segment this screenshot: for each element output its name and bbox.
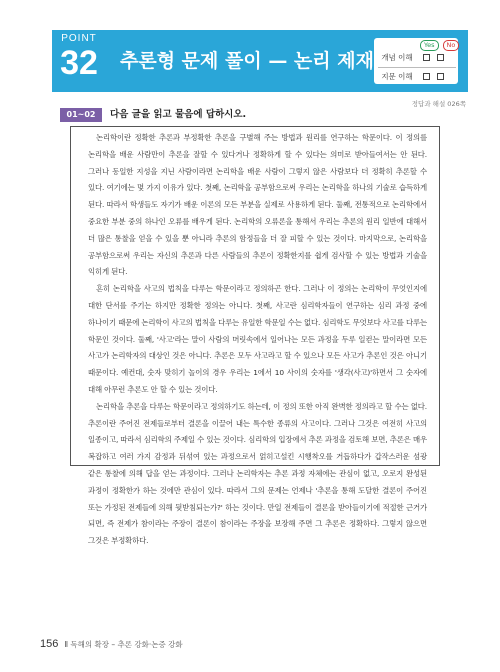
check-row-passage (378, 67, 456, 82)
check-label: 개념 이해 (381, 53, 413, 62)
point-label: POINT (61, 33, 97, 44)
check-label: 지문 이해 (381, 72, 413, 81)
passage-box (70, 126, 440, 546)
point-badge (52, 30, 106, 92)
no-label: No (443, 40, 460, 51)
footer-section: Ⅱ 독해의 확장 – 추론 강화·논증 강화 (64, 639, 183, 649)
page-title: 추론형 문제 풀이 — 논리 제재 (120, 50, 374, 72)
point-number: 32 (60, 44, 98, 82)
question-instruction: 다음 글을 읽고 물음에 답하시오. (110, 109, 247, 120)
checkbox-no[interactable] (437, 73, 444, 80)
passage-paragraph: 논리학을 추론을 다루는 학문이라고 정의하기도 하는데, 이 정의 또한 아직 완벽한 정의라고 할 수는 없다. 추론이란 주어진 전제들로부터 결론을 이끌어 내는 특수한 종류의 사고이다. 그러나 그것은 여전히 사고의 일종이고, 따라서 심리학의 주제일 수 있는 것이다. 심리학의 입장에서 추론 과정을 검토해 보면, 추론은 매우 복잡하고 여러 가지 감정과 뒤섞여 있는 과정으로서 얽히고설킨 시행착오를 거듭하다가 갑작스러운 섬광 같은 통찰에 의해 답을 얻는 과정이다. 그러나 논리학자는 추론 과정 자체에는 관심이 없고, 오로지 완성된 과정이 정확한가 하는 것에만 관심이 있다. 따라서 그의 문제는 언제나 '추론을 통해 도달한 결론이 주어진 또는 가정된 전제들에 의해 뒷받침되는가?' 하는 것이다. 만일 전제들이 결론을 받아들이기에 적절한 근거가 되면, 즉 전제가 참이라는 주장이 결론이 참이라는 주장을 보장해 주면 그 추론은 정확하다. 그렇지 않으면 그것은 부정확하다. (88, 401, 427, 546)
self-check-box (374, 38, 458, 84)
checkbox-no[interactable] (437, 54, 444, 61)
answer-reference: 정답과 해설 026쪽 (411, 100, 466, 108)
page-footer (40, 638, 183, 650)
passage-paragraph: 흔히 논리학을 사고의 법칙을 다루는 학문이라고 정의하곤 한다. 그러나 이 정의는 논리학이 무엇인지에 대한 단서를 주기는 하지만 정확한 정의는 아니다. 첫째, 사고란 심리학자들이 연구하는 심리 과정 중에 하나이기 때문에 논리학이 사고의 법칙을 다루는 유일한 학문일 수는 없다. 심리학도 무엇보다 사고를 다루는 학문인 것이다. 둘째, '사고'라는 말이 사람의 머릿속에서 일어나는 모든 과정을 두루 일컫는 말이라면 모든 사고가 논리학자의 대상인 것은 아니다. 추론은 모두 사고라고 할 수 있으나 모든 사고가 추론인 것은 아니기 때문이다. 예컨대, 숫자 맞히기 놀이의 경우 우리는 1에서 10 사이의 숫자를 '생각(사고)'하면서 그 숫자에 대해 아무런 추론도 안 할 수 있는 것이다. (88, 284, 427, 394)
yes-label: Yes (420, 40, 439, 51)
title-band (106, 30, 468, 92)
checkbox-yes[interactable] (423, 73, 430, 80)
checkbox-yes[interactable] (423, 54, 430, 61)
page-number: 156 (40, 638, 59, 650)
check-header (420, 40, 459, 51)
passage-paragraph: 논리학이란 정확한 추론과 부정확한 추론을 구별해 주는 방법과 원리를 연구하는 학문이다. 이 정의를 논리학을 배운 사람만이 추론을 잘할 수 있다거나 정확하게 할 수 있다는 의미로 받아들여서는 안 된다. 그러나 동일한 지성을 지닌 사람이라면 논리학을 배운 사람이 그렇지 않은 사람보다 더 정확히 추론할 수 있다. 여기에는 몇 가지 이유가 있다. 첫째, 논리학을 공부함으로써 우리는 논리학을 하나의 기술로 습득하게 된다. 따라서 학생들도 자기가 배운 이론의 모든 부분을 실제로 사용하게 된다. 둘째, 전통적으로 논리학에서 중요한 부분 중의 하나인 오류를 배우게 된다. 논리학의 오류론을 통해서 우리는 추론의 원리 일반에 대해서 더 많은 통찰을 얻을 수 있을 뿐 아니라 추론의 함정들을 더 잘 피할 수 있는 것이다. 마지막으로, 논리학을 공부함으로써 우리는 자신의 추론과 다른 사람들의 추론이 정확한지를 쉽게 검사할 수 있는 방법과 기술을 익히게 된다. (88, 133, 427, 277)
check-row-concept (378, 52, 456, 63)
question-number: 01~02 (60, 108, 102, 122)
